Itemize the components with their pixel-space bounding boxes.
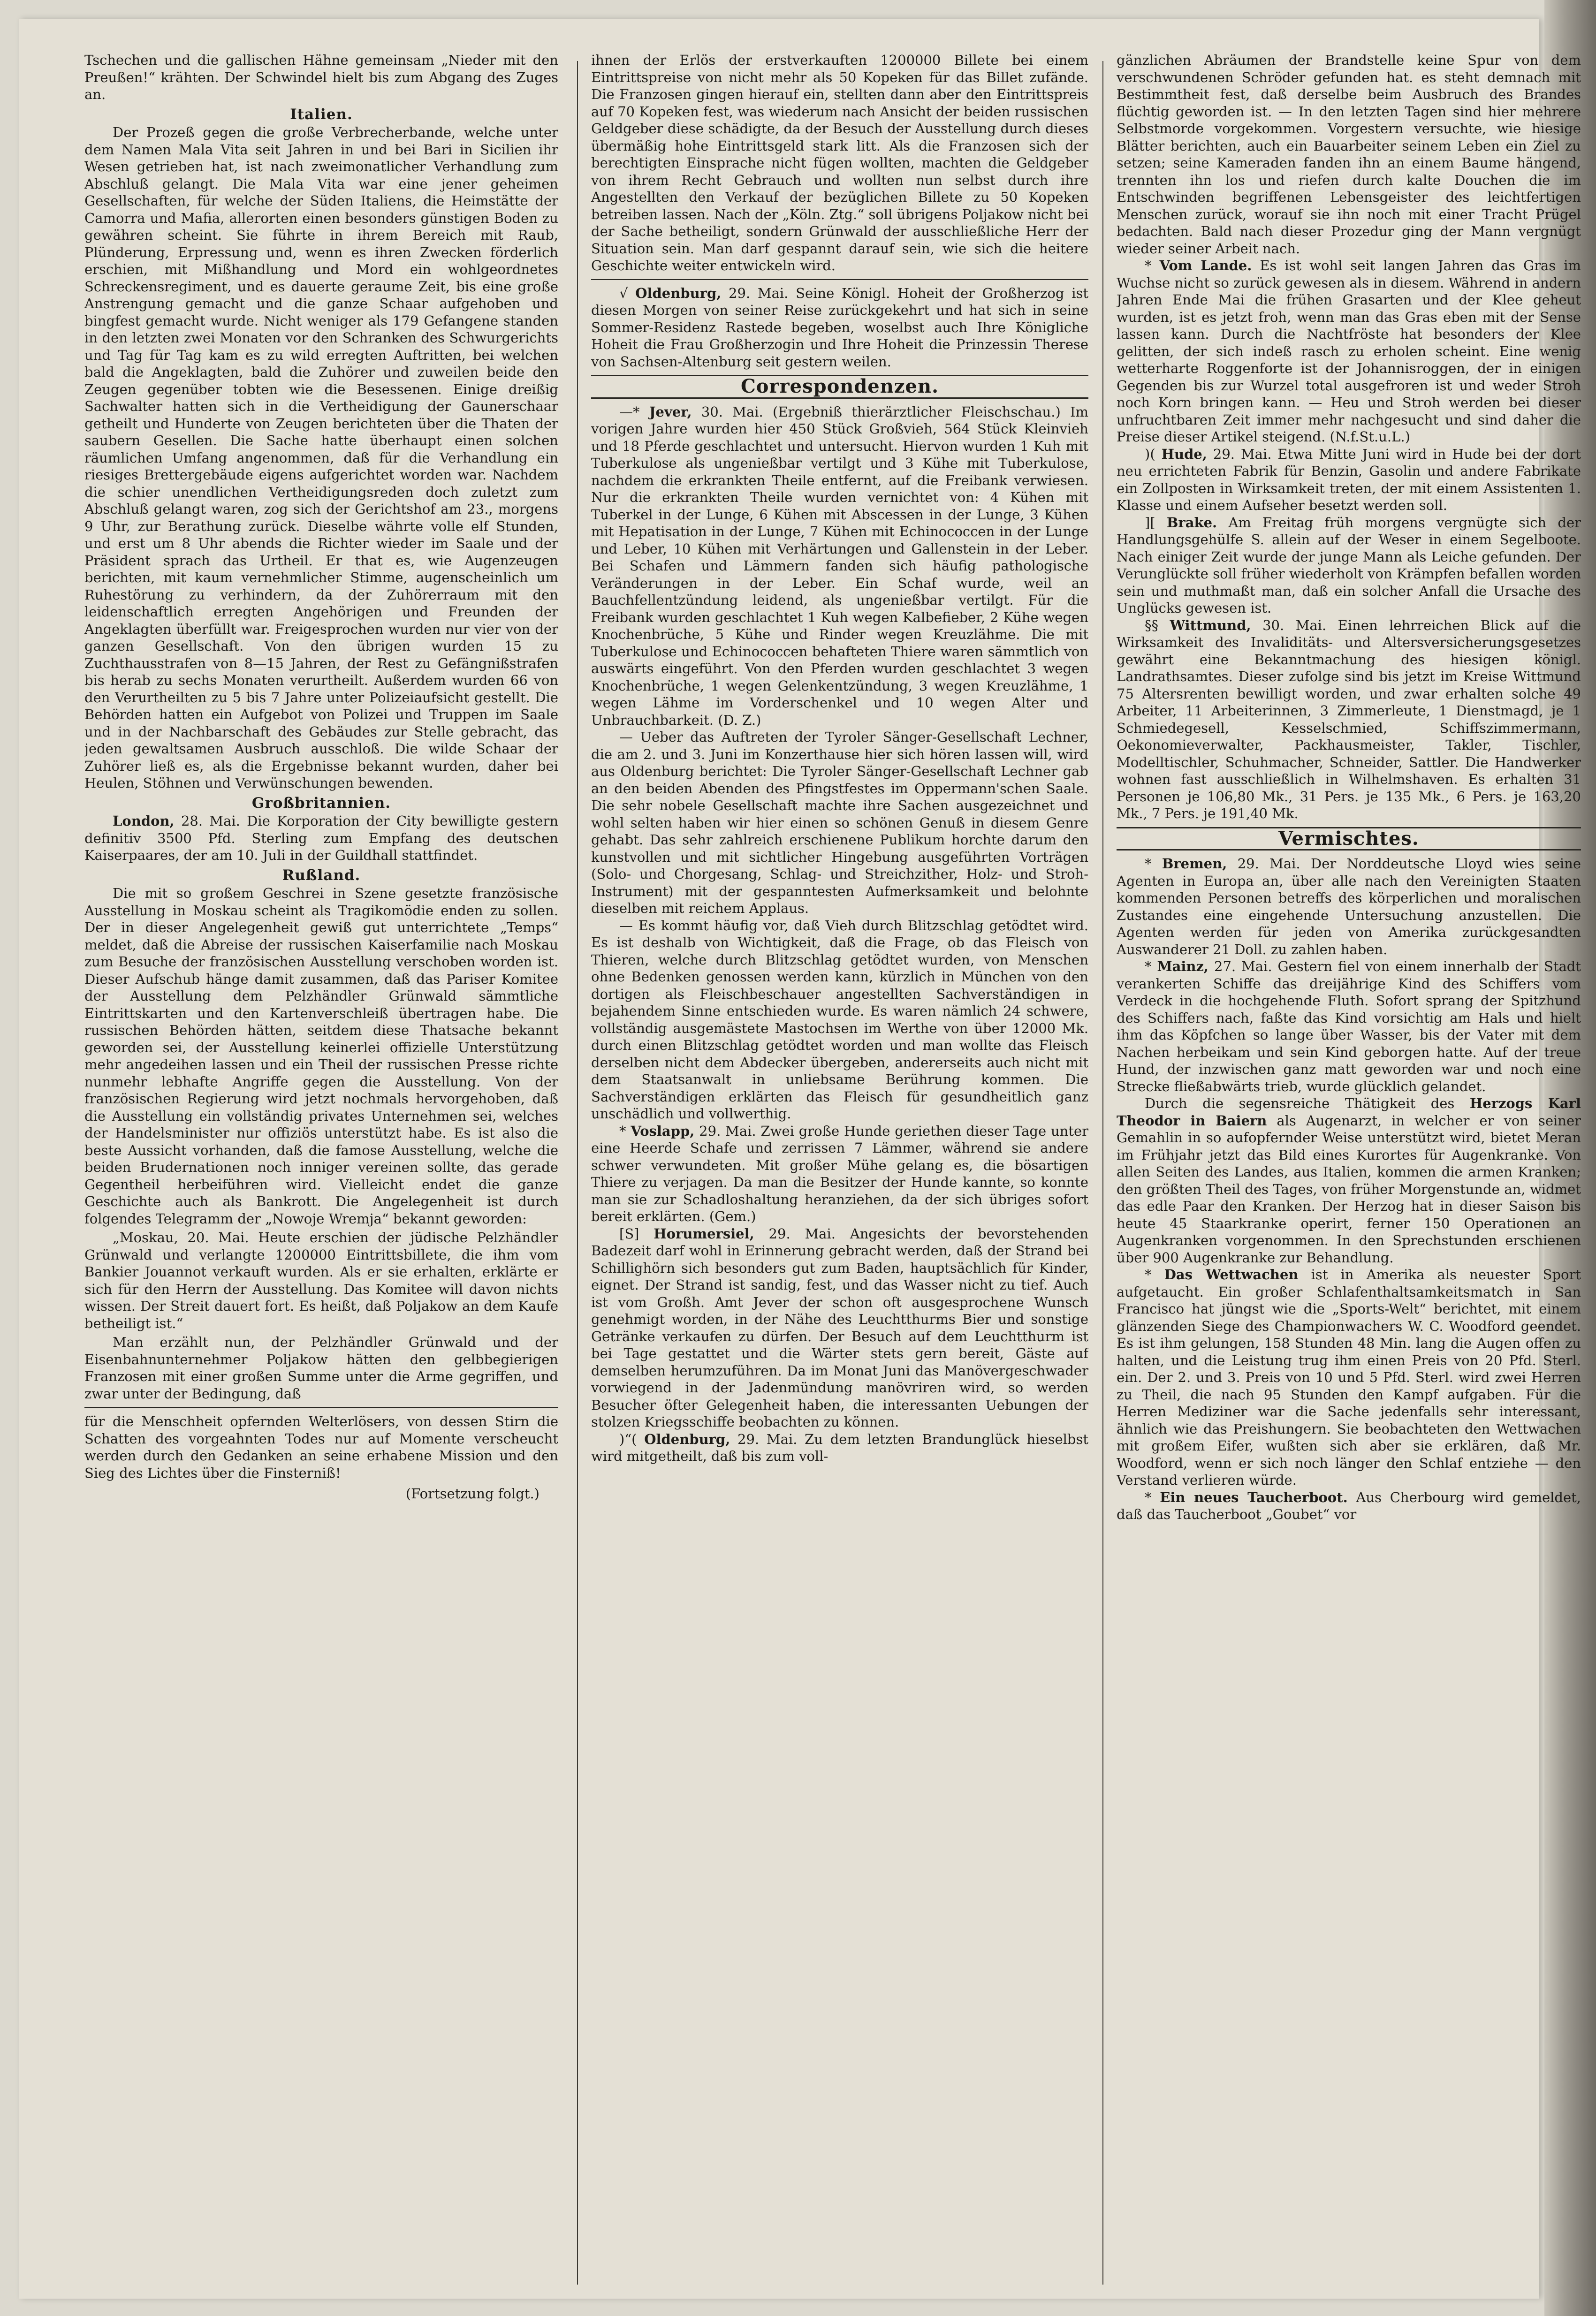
dateline-place: Brake.	[1166, 514, 1217, 531]
article-text: als Augenarzt, in welcher er von seiner Gemahlin in so aufopfernder Weise unterstützt wird, bietet Meran im Frühjahr jetzt das Bild eines Kurortes für Augenkranke. Von allen Seiten des Landes, aus Italien, kommen die armen Kranken; den größten Theil des Tages, von früher Morgenstunde an, widmet das edle Paar den Kranken. Der Herzog hat in dieser Saison bis heute 45 Staarkranke operirt, ferner 150 Operationen an Augenkranken vorgenommen. In den Sprechstunden erschienen über 900 Augenkranke zur Behandlung.	[1117, 1112, 1581, 1266]
dateline-place: Bremen,	[1162, 856, 1227, 872]
article-oldenburg-brand	[591, 1431, 1088, 1465]
article-mark: *	[1145, 856, 1162, 872]
article-continuation: gänzlichen Abräumen der Brandstelle keine Spur von dem verschwundenen Schröder gefunden hat. es steht demnach mit Bestimmtheit fest, daß derselbe beim Ausbruch des Brandes flüchtig geworden ist. — In den letzten Tagen sind hier mehrere Selbstmorde vorgekommen. Vorgestern versuchte, wie hiesige Blätter berichten, auch ein Bauarbeiter seinem Leben ein Ziel zu setzen; seine Kameraden fanden ihn an einem Baume hängend, trennten ihn los und riefen durch kalte Douchen die im Entschwinden begriffenen Lebensgeister des leichtfertigen Menschen zurück, worauf sie ihn noch mit einer Tracht Prügel bedachten. Bald nach dieser Prozedur ging der Mann vergnügt wieder seiner Arbeit nach.	[1117, 52, 1581, 257]
article-text: Durch die segensreiche Thätigkeit des	[1145, 1095, 1470, 1111]
feuilleton-divider	[84, 1407, 558, 1408]
article-text: 30. Mai. (Ergebniß thierärztlicher Fleischschau.) Im vorigen Jahre wurden hier 450 Stück Großvieh, 564 Stück Kleinvieh und 18 Pferde geschlachtet und untersucht. Hiervon wurden 1 Kuh mit Tuberkulose als ungenießbar vertilgt und 3 Kühe mit Tuberkulose, nachdem die erkrankten Theile entfernt, auf die Freibank verwiesen. Nur die erkrankten Theile wurden vernichtet von: 4 Kühen mit Tuberkel in der Lunge, 6 Kühen mit Abscessen in der Lunge, 3 Kühen mit Hepatisation in der Lunge, 7 Kühen mit Echinococcen in der Lunge und Leber, 10 Kühen mit Verhärtungen und Gallenstein in der Leber. Bei Schafen und Lämmern fanden sich häufig pathologische Veränderungen in der Leber. Ein Schaf wurde, weil an Bauchfellentzündung leidend, als ungenießbar vertilgt. Für die Freibank wurden geschlachtet 1 Kuh wegen Kalbefieber, 2 Kühe wegen Knochenbrüche, 5 Kühe und Rinder wegen Kreuzlähme. Die mit Tuberkulose und Echinococcen behafteten Thiere waren sämmtlich von auswärts eingeführt. Von den Pferden wurden geschlachtet 3 wegen Knochenbrüche, 1 wegen Gelenkentzündung, 3 wegen Kreuzlähme, 1 wegen Lähme im Vorderschenkel und 10 wegen Alter und Unbrauchbarkeit. (D. Z.)	[591, 403, 1088, 728]
article-text: ist in Amerika als neuester Sport aufgetaucht. Ein großer Schlafenthaltsamkeitsmatch in San Francisco hat jüngst wie die „Sports-Welt“ berichtet, mit einem glänzenden Siege des Championwachers W. C. Woodford geendet. Es ist ihm gelungen, 158 Stunden 48 Min. lang die Augen offen zu halten, und die Leistung trug ihm einen Preis von 20 Pfd. Sterl. ein. Der 2. und 3. Preis von 10 und 5 Pfd. Sterl. wird zwei Herren zu Theil, die nach 95 Stunden den Kampf aufgaben. Für die Herren Mediziner war die Sache jedenfalls sehr interessant, ähnlich wie das Preishungern. Sie beobachteten den Wettwachen mit großem Eifer, wußten sich aber sie erklären, daß Mr. Woodford, wenn er sich noch länger den Schlaf entziehe — den Verstand verlieren würde.	[1117, 1267, 1581, 1488]
dateline-place: Oldenburg,	[644, 1431, 730, 1447]
article-wettwachen	[1117, 1266, 1581, 1489]
article-mark: §§	[1145, 617, 1170, 633]
dateline-place: Horumersiel,	[654, 1225, 754, 1242]
dateline-place: Hude,	[1161, 446, 1207, 462]
article-hude	[1117, 446, 1581, 514]
article-mark: *	[1145, 958, 1157, 974]
article-text: 29. Mai. Zwei große Hunde geriethen dieser Tage unter eine Heerde Schafe und zerrissen 7 Lämmer, während sie andere schwer verwundeten. Mit großer Mühe gelang es, die bösartigen Thiere zu verjagen. Da man die Besitzer der Hunde kannte, so konnte man sie zur Schadloshaltung heranziehen, da der sich übriges sofort bereit erklärten. (Gem.)	[591, 1123, 1088, 1224]
section-heading-grossbritannien: Großbritannien.	[251, 794, 391, 812]
article-divider	[591, 279, 1088, 280]
section-heading-italien: Italien.	[290, 106, 353, 123]
article-text: 29. Mai. Der Norddeutsche Lloyd wies seine Agenten in Europa an, über alle nach den Vereinigten Staaten kommenden Personen betreffs des körperlichen und moralischen Zustandes eine eingehende Untersuchung anzustellen. Die Agenten werden für jeden von Amerika zurückgesandten Auswanderer 21 Doll. zu zahlen haben.	[1117, 856, 1581, 957]
article-taucherboot	[1117, 1489, 1581, 1523]
continuation-note: (Fortsetzung folgt.)	[405, 1486, 540, 1502]
article-wittmund	[1117, 617, 1581, 822]
dateline-place: Jever,	[649, 403, 692, 420]
dateline-place: Vom Lande.	[1159, 258, 1252, 273]
article-continuation: ihnen der Erlös der erstverkauften 1200000 Billete bei einem Eintrittspreise von nicht mehr als 50 Kopeken für das Billet zufände. Die Franzosen gingen hierauf ein, stellten dann aber den Eintrittspreis auf 70 Kopeken fest, was wiederum nach Ansicht der beiden russischen Geldgeber diese schädigte, da der Besuch der Ausstellung durch dieses übermäßig hohe Eintrittsgeld stark litt. Als die Franzosen sich der berechtigten Einsprache nicht fügen wollten, machten die Geldgeber von ihrem Recht Gebrauch und wollten nun selbst durch ihre Angestellten den Verkauf der bezüglichen Billete zu 50 Kopeken betreiben lassen. Nach der „Köln. Ztg.“ soll übrigens Poljakow nicht bei der Sache betheiligt, sondern Grünwald der ausschließliche Herr der Situation sein. Man darf gespannt darauf sein, wie sich die heitere Geschichte weiter entwickeln wird.	[591, 52, 1088, 273]
article-text: Am Freitag früh morgens vergnügte sich der Handlungsgehülfe S. allein auf der Weser in einem Segelboote. Nach einiger Zeit wurde der junge Mann als Leiche gefunden. Der Verunglückte soll früher wiederholt von Krämpfen befallen worden sein und muthmaßt man, daß ein solcher Anfall die Ursache des Unglücks gewesen ist.	[1117, 514, 1581, 616]
article-voslapp	[591, 1123, 1088, 1225]
article-mark: √	[619, 285, 636, 301]
dateline-place: Oldenburg,	[635, 285, 722, 301]
article-text: Es ist wohl seit langen Jahren das Gras im Wuchse nicht so zurück gewesen als in diesem. Während in andern Jahren Ende Mai die frühen Grasarten und der Klee geheut wurden, ist es jetzt froh, wenn man das Gras eben mit der Sense lassen kann. Durch die Nachtfröste hat besonders der Klee gelitten, der sich indeß rasch zu erholen scheint. Eine wenig wetterharte Roggenforte ist der Johannisroggen, der in einigen Gegenden bis zur Wurzel total ausgefroren ist und weder Stroh noch Korn bringen kann. — Heu und Stroh werden bei dieser unfruchtbaren Zeit immer mehr nachgesucht und sind daher die Preise dieser Artikel steigend. (N.f.St.u.L.)	[1117, 258, 1581, 445]
column-rule-1	[577, 61, 578, 2285]
dateline-place: Das Wettwachen	[1164, 1267, 1299, 1283]
article-mark: )(	[1145, 446, 1162, 462]
column-2	[591, 52, 1088, 2256]
article-jever	[591, 403, 1088, 729]
article-brake	[1117, 514, 1581, 617]
article-russland-continued: Man erzählt nun, der Pelzhändler Grünwald und der Eisenbahnunternehmer Poljakow hätten den gelbbegierigen Franzosen mit einer großen Summe unter die Arme gegriffen, und zwar unter der Bedingung, daß	[84, 1334, 558, 1402]
article-mark: [S]	[619, 1225, 654, 1242]
article-bremen	[1117, 855, 1581, 958]
article-italien: Der Prozeß gegen die große Verbrecherbande, welche unter dem Namen Mala Vita seit Jahren in und bei Bari in Sicilien ihr Wesen getrieben hat, ist nach zweimonatlicher Verhandlung zum Abschluß gelangt. Die Mala Vita war eine jener geheimen Gesellschaften, für welche der Süden Italiens, die Heimstätte der Camorra und Mafia, allerorten einen besonders günstigen Boden zu gewähren scheint. Sie führte in ihrem Bereich mit Raub, Plünderung, Erpressung und, wenn es ihren Zwecken förderlich erschien, mit Mißhandlung und Mord ein wohlgeordnetes Schreckensregiment, und es dauerte geraume Zeit, bis eine große Anstrengung gemacht und die ganze Schaar aufgehoben und bingfest gemacht wurde. Nicht weniger als 179 Gefangene standen in den letzten zwei Monaten vor den Schranken des Schwurgerichts und Tag für Tag kam es zu wild erregten Auftritten, bei welchen bald die Angeklagten, bald die Zuhörer und zuweilen beide den Zeugen gegenüber tobten wie die Besessenen. Einige dreißig Sachwalter hatten sich in die Vertheidigung der Gaunerschaar getheilt und Hunderte von Zeugen berichteten über die Thaten der saubern Gesellen. Die Sache hatte überhaupt einen solchen räumlichen Umfang angenommen, daß für die Verhandlung ein riesiges Brettergebäude eigens aufgerichtet worden war. Nachdem die schier unendlichen Vertheidigungsreden doch zuletzt zum Abschluß gelangt waren, zog sich der Gerichtshof am 23., morgens 9 Uhr, zur Berathung zurück. Dieselbe währte volle elf Stunden, und erst um 8 Uhr abends die Richter wieder im Saale und der Präsident sprach das Urtheil. Er that es, wie Augenzeugen berichten, mit kaum vernehmlicher Stimme, augenscheinlich um Ruhestörung zu verhindern, da der Zuhörerraum mit den leidenschaftlich erregten Angehörigen und Freunden der Angeklagten überfüllt war. Freigesprochen wurden nur vier von der ganzen Gesellschaft. Von den übrigen wurden 15 zu Zuchthausstrafen von 8—15 Jahren, der Rest zu Gefängnißstrafen bis herab zu sechs Monaten verurtheilt. Außerdem wurden 66 von den Verurtheilten zu 5 bis 7 Jahre unter Polizeiaufsicht gestellt. Die Behörden hatten ein Aufgebot von Polizei und Truppen im Saale und in der Nachbarschaft des Gebäudes zur Stelle gebracht, das jeden gewaltsamen Ausbruch ausschloß. Die wilde Schaar der Zuhörer ließ es, als die Ergebnisse bekannt wurden, daher bei Heulen, Stöhnen und Verwünschungen bewenden.	[84, 124, 558, 791]
article-text: 27. Mai. Gestern fiel von einem innerhalb der Stadt verankerten Schiffe das dreijährige Kind des Schiffers vom Verdeck in die hochgehende Fluth. Sofort sprang der Spitzhund des Schiffers nach, faßte das Kind vorsichtig am Hals und hielt ihm das Köpfchen so lange über Wasser, bis der Vater mit dem Nachen herbeikam und sein Kind geborgen hatte. Auf der treue Hund, der inzwischen ganz matt geworden war und noch eine Strecke fließabwärts trieb, wurde glücklich gelandet.	[1117, 958, 1581, 1094]
dateline-place: Voslapp,	[631, 1123, 695, 1139]
column-3	[1117, 52, 1581, 2256]
section-heading-vermischtes: Vermischtes.	[1117, 827, 1581, 851]
dateline-place: Ein neues Taucherboot.	[1160, 1489, 1348, 1505]
article-text: 29. Mai. Seine Königl. Hoheit der Großherzog ist diesen Morgen von seiner Reise zurückgekehrt und hat sich in seine Sommer-Residenz Rastede begeben, woselbst auch Ihre Königliche Hoheit die Frau Großherzogin und Ihre Hoheit die Prinzessin Therese von Sachsen-Altenburg seit gestern weilen.	[591, 285, 1088, 370]
article-herzog-karl-theodor	[1117, 1095, 1581, 1266]
highlighted-name: Herzogs Karl Theodor in Baiern	[1117, 1095, 1581, 1129]
dateline-place: Wittmund,	[1170, 617, 1251, 633]
article-blitzschlag: — Es kommt häufig vor, daß Vieh durch Blitzschlag getödtet wird. Es ist deshalb von Wichtigkeit, daß die Frage, ob das Fleisch von Thieren, welche durch Blitzschlag getödtet wurden, von Menschen ohne Bedenken genossen werden kann, kürzlich in München von den dortigen als Fleischbeschauer angestellten Sachverständigen in bejahendem Sinne entschieden wurde. Es waren nämlich 24 schwere, vollständig ausgemästete Mastochsen im Werthe von über 12000 Mk. durch einen Blitzschlag getödtet worden und man wollte das Fleisch derselben nicht dem Abdecker übergeben, andererseits auch nicht mit dem Staatsanwalt in unliebsame Berührung kommen. Die Sachverständigen erklärten das Fleisch für gesundheitlich ganz unschädlich und vollwerthig.	[591, 917, 1088, 1122]
article-mark: *	[619, 1123, 631, 1139]
article-mark: —*	[619, 403, 649, 420]
section-heading-correspondenzen: Correspondenzen.	[591, 375, 1088, 399]
article-london	[84, 812, 558, 864]
article-text: Aus Cherbourg wird gemeldet, daß das Taucherboot „Goubet“ vor	[1117, 1489, 1581, 1522]
column-rule-2	[1102, 61, 1103, 2285]
article-text: 29. Mai. Etwa Mitte Juni wird in Hude bei der dort neu errichteten Fabrik für Benzin, Gasolin und andere Fabrikate ein Zollposten in Wirksamkeit treten, der mit einem Assistenten 1. Klasse und einem Aufseher besetzt werden soll.	[1117, 446, 1581, 513]
section-heading-russland: Rußland.	[282, 866, 361, 884]
article-mainz	[1117, 958, 1581, 1095]
article-vom-lande	[1117, 257, 1581, 446]
column-1	[84, 52, 558, 2256]
article-russland: Die mit so großem Geschrei in Szene gesetzte französische Ausstellung in Moskau scheint als Tragikomödie enden zu sollen. Der in dieser Angelegenheit gewiß gut unterrichtete „Temps“ meldet, daß die Abreise der russischen Kaiserfamilie nach Moskau zum Besuche der französischen Ausstellung verschoben worden ist. Dieser Aufschub hänge damit zusammen, daß das Pariser Komitee der Ausstellung dem Pelzhändler Grünwald sämmtliche Eintrittskarten und den Kartenverschleiß übertragen habe. Die russischen Behörden hätten, seitdem diese Thatsache bekannt geworden sei, der Ausstellung keinerlei offizielle Unterstützung mehr angedeihen lassen und ein Theil der russischen Presse richte nunmehr lebhafte Angriffe gegen die Ausstellung. Von der französischen Regierung wird jetzt nochmals hervorgehoben, daß die Ausstellung ein vollständig privates Unternehmen sei, welches der Handelsminister nur offiziös unterstützt habe. Es ist also die beste Aussicht vorhanden, daß die famose Ausstellung, welche die beiden Brudernationen noch inniger vereinen sollte, das gerade Gegentheil herbeiführen wird. Vielleicht endet die ganze Geschichte auch als Bankrott. Die Angelegenheit ist durch folgendes Telegramm der „Nowoje Wremja“ bekannt geworden:	[84, 885, 558, 1227]
article-continuation: Tschechen und die gallischen Hähne gemeinsam „Nieder mit den Preußen!“ krähten. Der Schwindel hielt bis zum Abgang des Zuges an.	[84, 52, 558, 102]
article-text: 29. Mai. Angesichts der bevorstehenden Badezeit darf wohl in Erinnerung gebracht werden, daß der Strand bei Schillighörn sich besonders gut zum Baden, hauptsächlich für Kinder, eignet. Der Strand ist sandig, fest, und das Wasser nicht zu tief. Auch ist vom Großh. Amt Jever der schon oft ausgesprochene Wunsch genehmigt worden, in der Nähe des Leuchtthurms Bier und sonstige Getränke verkaufen zu dürfen. Der Besuch auf dem Leuchtthurm ist bei Tage gestattet und die Wärter stets gern bereit, Gäste auf demselben herumzuführen. Da im Monat Juni das Manövergeschwader vorwiegend in der Jadenmündung manövriren wird, so werden Besucher öfter Gelegenheit haben, die interessanten Uebungen der stolzen Kriegsschiffe beobachten zu können.	[591, 1225, 1088, 1430]
article-horumersiel	[591, 1225, 1088, 1431]
dateline-place: London,	[113, 813, 175, 829]
article-text: 30. Mai. Einen lehrreichen Blick auf die Wirksamkeit des Invaliditäts- und Altersversicherungsgesetzes gewährt eine Bekanntmachung des hiesigen königl. Landrathsamtes. Dieser zufolge sind bis jetzt im Kreise Wittmund 75 Altersrenten bewilligt worden, und zwar erhalten solche 49 Arbeiter, 11 Arbeiterinnen, 3 Zimmerleute, 1 Dienstmagd, je 1 Schmiedegesell, Kesselschmied, Schiffszimmermann, Oekonomieverwalter, Packhausmeister, Takler, Tischler, Modelltischler, Schuhmacher, Schneider, Sattler. Die Handwerker wohnen fast ausschließlich in Wilhelmshaven. Es erhalten 31 Personen je 106,80 Mk., 31 Pers. je 135 Mk., 6 Pers. je 163,20 Mk., 7 Pers. je 191,40 Mk.	[1117, 617, 1581, 821]
article-mark: )“(	[619, 1431, 645, 1447]
article-text: 28. Mai. Die Korporation der City bewilligte gestern definitiv 3500 Pfd. Sterling zum Empfang des deutschen Kaiserpaares, der am 10. Juli in der Guildhall stattfindet.	[84, 813, 558, 863]
dateline-place: Mainz,	[1157, 958, 1209, 974]
article-oldenburg	[591, 285, 1088, 371]
article-mark: *	[1145, 1489, 1160, 1505]
feuilleton-text: für die Menschheit opfernden Welterlösers, von dessen Stirn die Schatten des vorgeahnten Todes nur auf Momente verscheucht werden durch den Gedanken an seine erhabene Mission und den Sieg des Lichtes über die Finsterniß!	[84, 1413, 558, 1481]
article-text: 29. Mai. Zu dem letzten Brandunglück hieselbst wird mitgetheilt, daß bis zum voll-	[591, 1431, 1088, 1464]
article-saenger: — Ueber das Auftreten der Tyroler Sänger-Gesellschaft Lechner, die am 2. und 3. Juni im Konzerthause hier sich hören lassen will, wird aus Oldenburg berichtet: Die Tyroler Sänger-Gesellschaft Lechner gab an den beiden Abenden des Pfingstfestes im Oppermann'schen Saale. Die sehr nobele Gesellschaft machte ihre Sachen ausgezeichnet und wohl selten haben wir hier einen so schönen Genuß in diesem Genre gehabt. Das sehr zahlreich erschienene Publikum horchte darum den kunstvollen und mit sichtlicher Hingebung ausgeführten Vorträgen (Solo- und Chorgesang, Schlag- und Streichzither, Holz- und Stroh-Instrument) mit der gespanntesten Aufmerksamkeit und belohnte dieselben mit reichem Applaus.	[591, 729, 1088, 916]
article-mark: ][	[1145, 514, 1167, 531]
telegram-quote: „Moskau, 20. Mai. Heute erschien der jüdische Pelzhändler Grünwald und verlangte 1200000 Eintrittsbillete, die ihm vom Bankier Jouannot verkauft wurden. Als er sie erhalten, erklärte er sich für den Herrn der Ausstellung. Das Komitee will davon nichts wissen. Der Streit dauert fort. Es heißt, daß Poljakow an dem Kaufe betheiligt ist.“	[84, 1230, 558, 1331]
article-mark: *	[1145, 258, 1160, 273]
article-mark: *	[1145, 1267, 1164, 1283]
